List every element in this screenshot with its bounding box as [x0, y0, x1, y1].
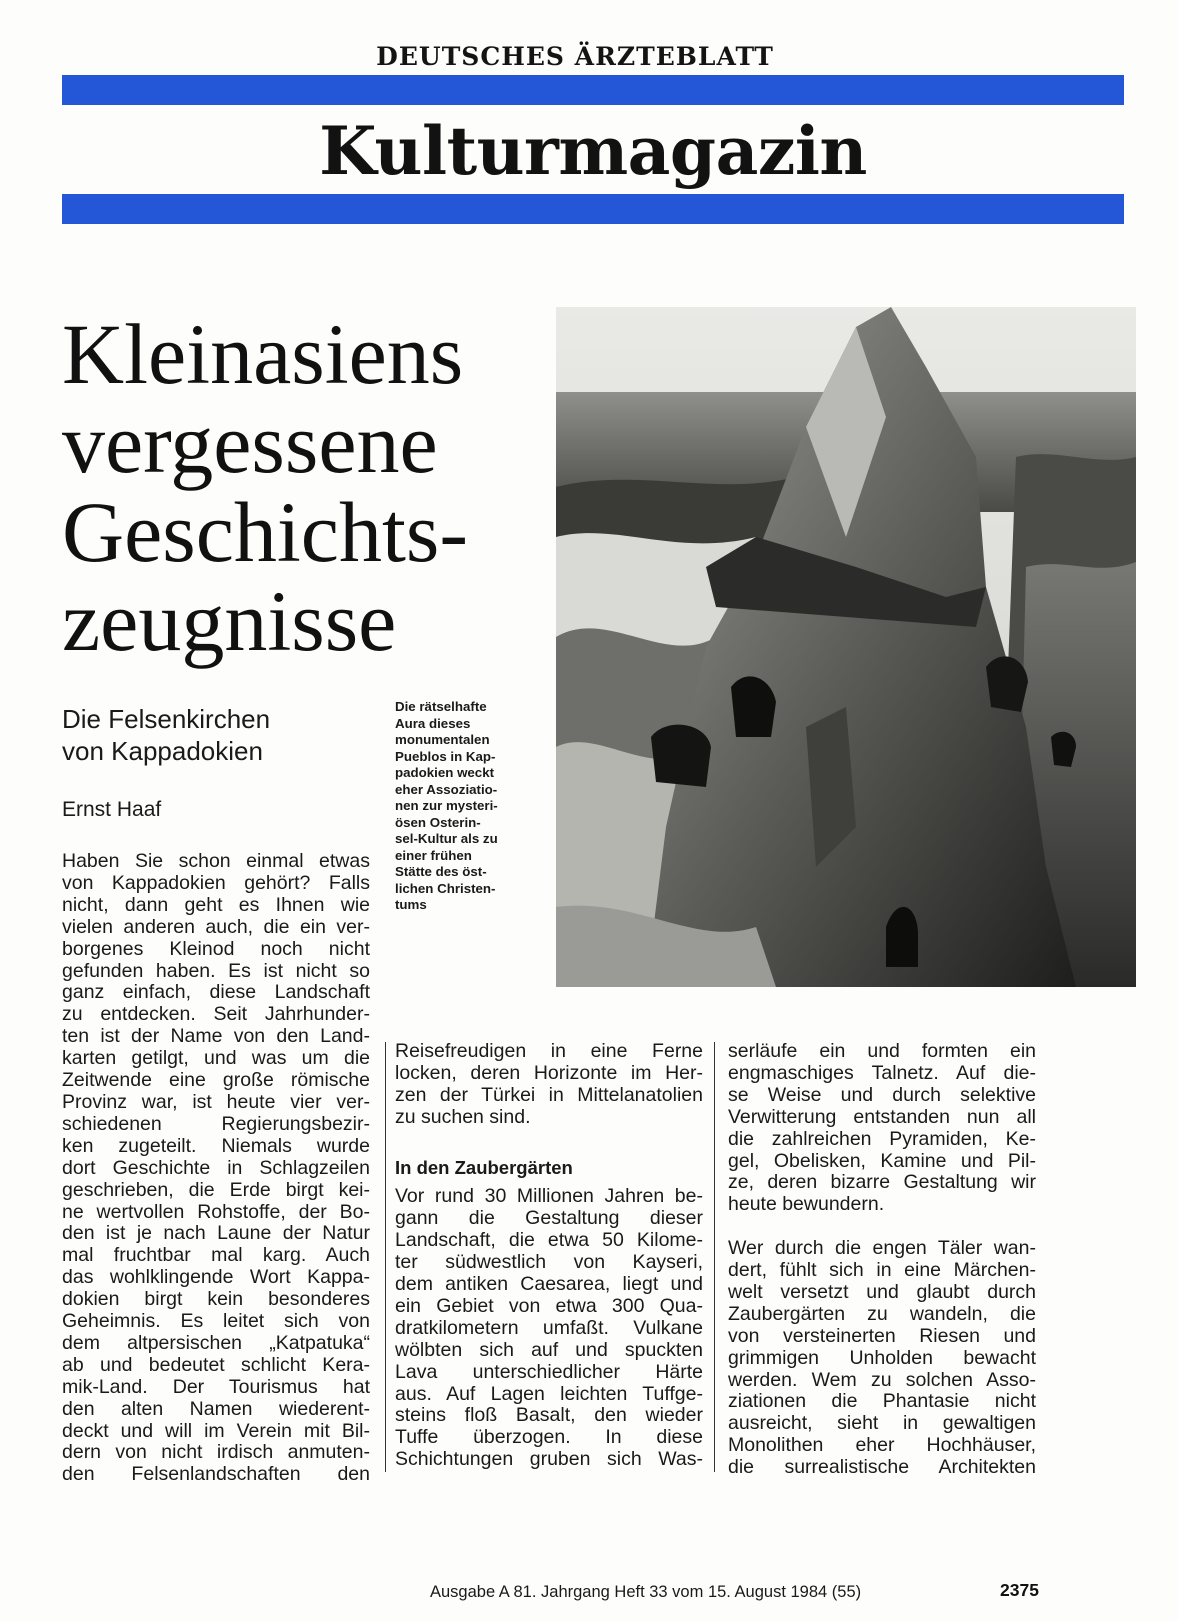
text-line: nen zur mysteri- — [395, 798, 498, 813]
text-line: deckt und will im Verein mit Bil- — [62, 1419, 370, 1442]
text-line: das wohlklingende Wort Kappa- — [62, 1266, 370, 1289]
article-author: Ernst Haaf — [62, 798, 162, 821]
text-line: Reisefreudigen in eine Ferne — [395, 1040, 703, 1062]
column-rule — [385, 1042, 386, 1472]
text-line: Wer durch die engen Täler wan- — [728, 1237, 1036, 1260]
blue-band-top — [62, 75, 1124, 105]
text-line: ten ist der Name von den Land- — [62, 1025, 370, 1048]
text-line: Monolithen eher Hochhäuser, — [728, 1434, 1036, 1457]
text-line: dratkilometern umfaßt. Vulkane — [395, 1316, 703, 1339]
article-headline — [62, 306, 562, 669]
text-line: tums — [395, 897, 427, 912]
text-line: Zaubergärten zu wandeln, die — [728, 1302, 1036, 1325]
text-line: Geheimnis. Es leitet sich von — [62, 1310, 370, 1333]
text-line: lichen Christen- — [395, 880, 496, 896]
text-line: monumentalen — [395, 732, 490, 747]
text-line: ausreicht, sieht in gewaltigen — [728, 1412, 1036, 1435]
text-line: dert, fühlt sich in eine Märchen- — [728, 1259, 1036, 1282]
headline-line: Geschichts- — [62, 484, 468, 580]
issue-info: Ausgabe A 81. Jahrgang Heft 33 vom 15. August 1984 (55) — [430, 1583, 862, 1601]
text-line: Verwitterung entstanden nun all — [728, 1105, 1036, 1128]
text-line: ze, deren bizarre Gestaltung wir — [728, 1171, 1036, 1194]
text-line: wölbten sich auf und spuckten — [395, 1338, 703, 1361]
cappadocia-rock-photo — [556, 307, 1136, 987]
text-line: gefunden haben. Es ist nicht so — [62, 959, 370, 982]
paragraph — [728, 1041, 1036, 1216]
text-line: mal fruchtbar mal karg. Auch — [62, 1244, 370, 1267]
text-line: zu suchen sind. — [395, 1105, 531, 1128]
photo-caption — [395, 699, 543, 914]
subheading: In den Zaubergärten — [395, 1156, 573, 1178]
text-line: Zeitwende eine große römische — [62, 1069, 370, 1092]
text-line: Landschaft, die etwa 50 Kilome- — [395, 1229, 703, 1252]
text-line: Lava unterschiedlicher Härte — [395, 1360, 703, 1383]
text-line: heute bewundern. — [728, 1193, 885, 1216]
headline-line: zeugnisse — [62, 573, 397, 669]
text-line: welt versetzt und glaubt durch — [728, 1280, 1036, 1303]
text-line: dort Geschichte in Schlagzeilen — [62, 1156, 370, 1179]
text-line: ösen Osterin- — [395, 814, 481, 830]
text-line: Die rätselhafte — [395, 699, 487, 714]
rock-formation-image — [556, 307, 1136, 987]
text-line: Aura dieses — [395, 715, 471, 731]
text-line: ziationen die Phantasie nicht — [728, 1390, 1036, 1413]
text-line: ter südwestlich von Kayseri, — [395, 1251, 703, 1274]
text-line: Vor rund 30 Millionen Jahren be- — [395, 1185, 703, 1208]
text-line: von versteinerten Riesen und — [728, 1324, 1036, 1347]
text-line: ne wertvollen Rohstoffe, der Bo- — [62, 1200, 370, 1223]
text-line: ab und bedeutet schlicht Kera- — [62, 1353, 370, 1376]
text-line: einer frühen — [395, 847, 472, 863]
text-line: dem antiken Caesarea, liegt und — [395, 1273, 703, 1296]
text-line: Haben Sie schon einmal etwas — [62, 850, 370, 872]
text-line: padokien weckt — [395, 765, 495, 780]
text-line: karten getilgt, und was um die — [62, 1047, 370, 1070]
text-line: eher Assoziatio- — [395, 781, 498, 797]
text-line: dem altpersischen „Katpatuka“ — [62, 1331, 370, 1354]
text-line: serläufe ein und formten ein — [728, 1040, 1036, 1062]
text-line: schiedenen Regierungsbezir- — [62, 1112, 370, 1135]
text-line: se Weise und durch selektive — [728, 1083, 1036, 1106]
text-line: borgenes Kleinod noch nicht — [62, 937, 370, 960]
text-line: den Felsenlandschaften den — [62, 1463, 370, 1486]
paragraph — [395, 1186, 703, 1471]
text-line: den alten Namen wiederent- — [62, 1397, 370, 1420]
blue-band-bottom — [62, 194, 1124, 224]
text-line: Stätte des öst- — [395, 864, 487, 879]
text-line: locken, deren Horizonte im Her- — [395, 1061, 703, 1084]
body-column-1 — [62, 851, 370, 1486]
text-line: aus. Auf Lagen leichten Tuffge- — [395, 1382, 703, 1405]
headline-line: Kleinasiens — [62, 306, 464, 402]
page-number: 2375 — [1000, 1580, 1039, 1600]
paragraph — [395, 1041, 703, 1129]
subtitle-line: Die Felsenkirchen — [62, 704, 271, 734]
text-line: von Kappadokien gehört? Falls — [62, 871, 370, 894]
text-line: zu entdecken. Seit Jahrhunder- — [62, 1003, 370, 1026]
body-column-2 — [395, 1041, 703, 1471]
text-line: grimmigen Unholden bewacht — [728, 1346, 1036, 1369]
text-line: Provinz war, ist heute vier ver- — [62, 1090, 370, 1113]
body-column-3 — [728, 1041, 1036, 1479]
text-line: ein Gebiet von etwa 300 Qua- — [395, 1294, 703, 1317]
text-line: die zahlreichen Pyramiden, Ke- — [728, 1127, 1036, 1150]
text-line: mik-Land. Der Tourismus hat — [62, 1375, 370, 1398]
text-line: steins floß Basalt, den wieder — [395, 1404, 703, 1427]
text-line: ken zugeteilt. Niemals wurde — [62, 1134, 370, 1157]
text-line: nicht, dann geht es Ihnen wie — [62, 893, 370, 916]
subtitle-line: von Kappadokien — [62, 736, 263, 766]
text-line: die surrealistische Architekten — [728, 1456, 1036, 1479]
text-line: gann die Gestaltung dieser — [395, 1207, 703, 1230]
paragraph — [728, 1238, 1036, 1479]
column-rule — [714, 1042, 715, 1472]
text-line: ganz einfach, diese Landschaft — [62, 981, 370, 1004]
journal-title: DEUTSCHES ÄRZTEBLATT — [376, 42, 774, 71]
section-title: Kulturmagazin — [319, 112, 867, 190]
text-line: zen der Türkei in Mittelanatolien — [395, 1083, 703, 1106]
text-line: sel-Kultur als zu — [395, 831, 498, 846]
article-subtitle — [62, 703, 362, 767]
text-line: geschrieben, die Erde birgt kei- — [62, 1178, 370, 1201]
text-line: dokien birgt kein besonderes — [62, 1288, 370, 1311]
text-line: Schichtungen gruben sich Was- — [395, 1448, 703, 1471]
text-line: engmaschiges Talnetz. Auf die- — [728, 1061, 1036, 1084]
headline-line: vergessene — [62, 395, 438, 491]
text-line: gel, Obelisken, Kamine und Pil- — [728, 1149, 1036, 1172]
text-line: Pueblos in Kap- — [395, 748, 496, 764]
text-line: werden. Wem zu solchen Asso- — [728, 1368, 1036, 1391]
text-line: den ist je nach Laune der Natur — [62, 1222, 370, 1245]
text-line: vielen anderen auch, die ein ver- — [62, 915, 370, 938]
text-line: dern von nicht irdisch anmuten- — [62, 1441, 370, 1464]
text-line: Tuffe überzogen. In diese — [395, 1426, 703, 1449]
